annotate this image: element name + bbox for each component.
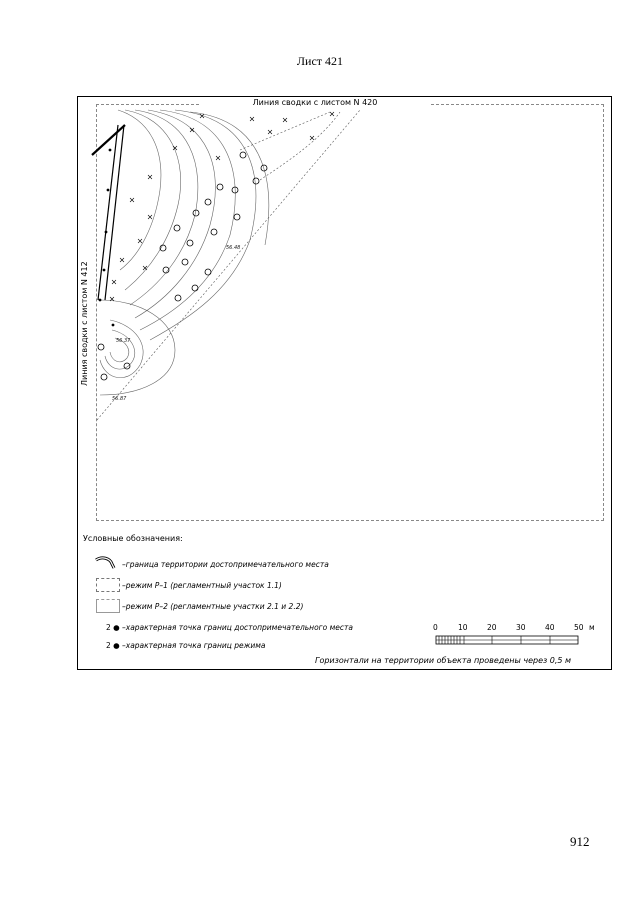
contour-lines [100,110,269,395]
top-neighbor-sheet-label: Линия сводки с листом N 420 [200,98,430,107]
scale-tick-label: 10 [458,623,468,632]
zone-p1-icon [96,578,120,592]
zone-p2-icon [96,599,120,613]
sheet-title: Лист 421 [296,54,344,68]
elevation-label: 56.48 [226,245,241,251]
boundary-icon [94,556,118,570]
elevation-label: 56.37 [116,338,131,344]
legend-item-p2: –режим Р–2 (регламентные участки 2.1 и 2.2) [122,602,304,611]
left-neighbor-sheet-label: Линия сводки с листом N 412 [80,261,89,386]
landmark-point-symbol: 2 ● [106,623,120,632]
elevation-label: 56.87 [112,396,127,402]
legend-item-regime-point: –характерная точка границ режима [122,641,266,650]
scale-tick-label: 30 [516,623,526,632]
legend-item-landmark-point: –характерная точка границ достопримечательного места [122,623,353,632]
tree-markers [98,152,267,380]
legend-item-p1: –режим Р–1 (регламентный участок 1.1) [122,581,282,590]
contour-interval-note: Горизонтали на территории объекта проведены через 0,5 м [315,656,572,665]
scale-tick-label: 0 [433,623,438,632]
regime-point-symbol: 2 ● [106,641,120,650]
road-edges [92,125,125,300]
scale-unit: м [589,623,595,632]
scale-tick-label: 50 [574,623,584,632]
page-number: 912 [570,834,590,849]
scale-tick-label: 40 [545,623,555,632]
scale-tick-label: 20 [487,623,497,632]
legend-title: Условные обозначения: [83,534,183,543]
legend-item-boundary: –граница территории достопримечательного места [122,560,329,569]
scale-bar-graphic [433,634,583,646]
